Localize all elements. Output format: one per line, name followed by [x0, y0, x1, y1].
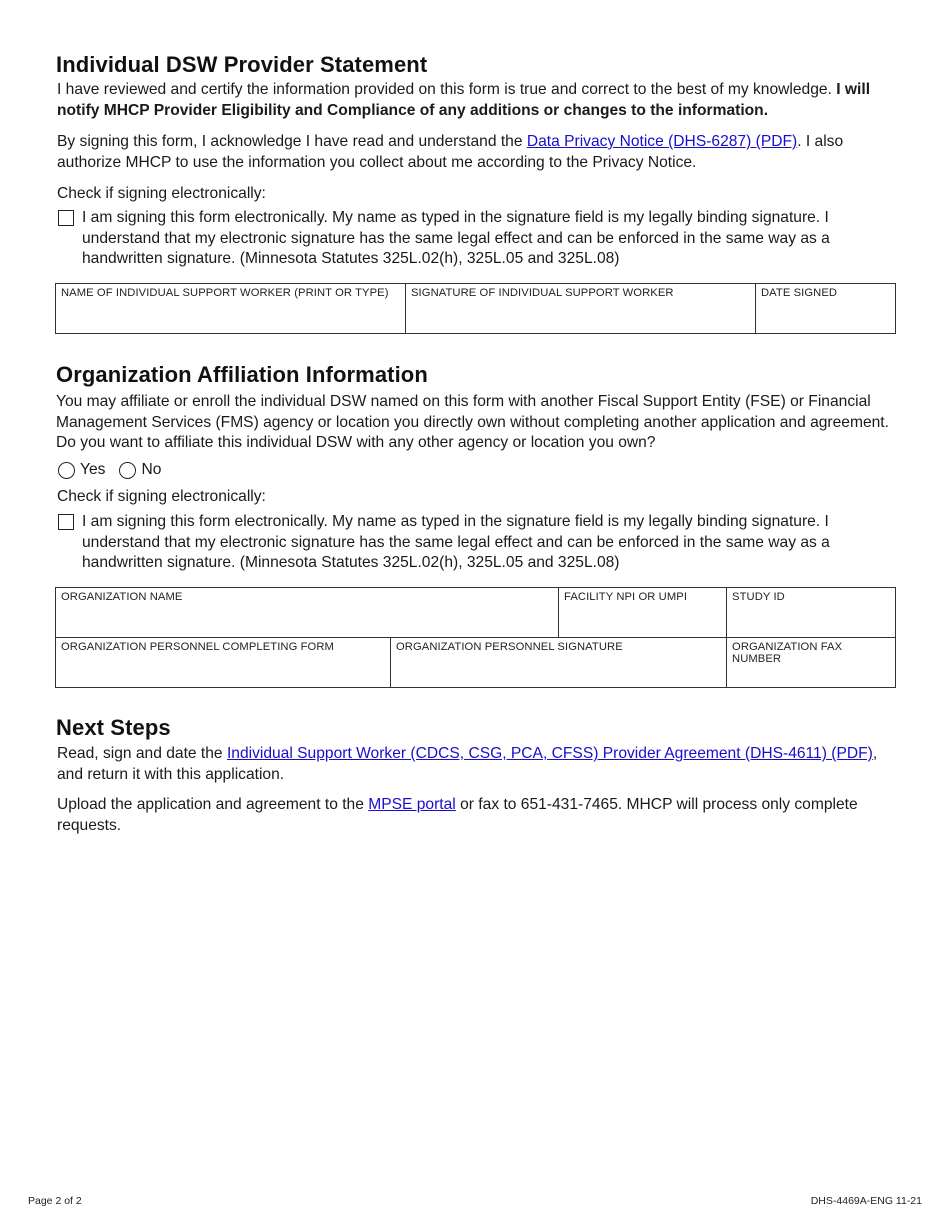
esign-text-1: I am signing this form electronically. My name as typed in the signature field is my legally binding signature. I understand that my electronic signature has the same legal effect and can be enforced in the same way as a handwritten signature. (Minnesota Statutes 325L.02(h), 325L.05 and 325L.08)	[82, 209, 830, 267]
certify-text: I have reviewed and certify the information provided on this form is true and correct to the best of my knowledge.	[57, 81, 832, 98]
org-name-field[interactable]	[56, 588, 559, 638]
org-personnel-field[interactable]	[56, 638, 391, 688]
affiliation-intro: You may affiliate or enroll the individual DSW named on this form with another Fiscal Support Entity (FSE) or Financial Management Services (FMS) agency or location you directly own without completing another application and agreement. Do you want to affiliate this individual DSW with any other agency or location you own?	[56, 393, 889, 451]
section-heading-org-affiliation: Organization Affiliation Information	[56, 362, 428, 387]
facility-npi-label: FACILITY NPI OR UMPI	[564, 591, 688, 603]
certify-paragraph	[57, 80, 887, 121]
privacy-text-after: . I also authorize MHCP to use the information you collect about me according to the Privacy Notice.	[57, 133, 844, 171]
check-prompt-2: Check if signing electronically:	[57, 488, 266, 505]
section-heading-next-steps: Next Steps	[56, 715, 171, 740]
check-prompt-1: Check if signing electronically:	[57, 185, 266, 202]
esign-checkbox-row-1	[58, 208, 888, 270]
facility-npi-field[interactable]	[559, 588, 727, 638]
worker-signature-label: SIGNATURE OF INDIVIDUAL SUPPORT WORKER	[411, 287, 674, 299]
yes-label: Yes	[80, 461, 106, 478]
date-signed-label: DATE SIGNED	[761, 287, 838, 299]
org-personnel-label: ORGANIZATION PERSONNEL COMPLETING FORM	[61, 641, 334, 653]
org-fax-label: ORGANIZATION FAX NUMBER	[732, 641, 843, 665]
yes-radio[interactable]	[58, 462, 75, 479]
esign-text-2: I am signing this form electronically. My name as typed in the signature field is my legally binding signature. I understand that my electronic signature has the same legal effect and can be enforced in the same way as a handwritten signature. (Minnesota Statutes 325L.02(h), 325L.05 and 325L.08)	[82, 513, 830, 571]
privacy-paragraph	[57, 132, 887, 173]
esign-checkbox-1[interactable]	[58, 210, 74, 226]
worker-signature-table	[55, 283, 896, 334]
page-number: Page 2 of 2	[28, 1195, 82, 1207]
date-signed-field[interactable]	[756, 284, 896, 334]
org-personnel-signature-field[interactable]	[391, 638, 727, 688]
organization-table	[55, 587, 896, 688]
no-radio[interactable]	[119, 462, 136, 479]
section-heading-provider-statement: Individual DSW Provider Statement	[56, 52, 428, 77]
study-id-label: STUDY ID	[732, 591, 785, 603]
esign-checkbox-row-2	[58, 512, 888, 574]
no-label: No	[141, 461, 162, 478]
form-id: DHS-4469A-ENG 11-21	[810, 1195, 922, 1207]
provider-agreement-link[interactable]: Individual Support Worker (CDCS, CSG, PCA, CFSS) Provider Agreement (DHS-4611) (PDF)	[226, 745, 873, 762]
worker-name-field[interactable]	[56, 284, 406, 334]
esign-checkbox-2[interactable]	[58, 514, 74, 530]
org-name-label: ORGANIZATION NAME	[61, 591, 183, 603]
data-privacy-notice-link[interactable]: Data Privacy Notice (DHS-6287) (PDF)	[526, 133, 798, 150]
yes-option[interactable]	[58, 461, 105, 479]
next-steps-upload-paragraph	[57, 795, 887, 836]
worker-name-label: NAME OF INDIVIDUAL SUPPORT WORKER (PRINT OR TYPE)	[61, 287, 389, 299]
org-personnel-signature-label: ORGANIZATION PERSONNEL SIGNATURE	[396, 641, 623, 653]
read-text-after: , and return it with this application.	[57, 745, 878, 783]
certify-bold-text: I will notify MHCP Provider Eligibility and Compliance of any additions or changes to the information.	[57, 81, 871, 119]
worker-signature-field[interactable]	[406, 284, 756, 334]
upload-text-before: Upload the application and agreement to the	[57, 796, 369, 813]
privacy-text-before: By signing this form, I acknowledge I have read and understand the	[57, 133, 527, 150]
no-option[interactable]	[119, 461, 161, 479]
upload-text-after: or fax to 651-431-7465. MHCP will process only complete requests.	[57, 796, 858, 834]
read-text-before: Read, sign and date the	[57, 745, 227, 762]
next-steps-read-paragraph	[57, 744, 887, 785]
affiliation-radio-group	[58, 461, 175, 479]
study-id-field[interactable]	[727, 588, 896, 638]
mpse-portal-link[interactable]: MPSE portal	[368, 796, 456, 813]
org-fax-field[interactable]	[727, 638, 896, 688]
